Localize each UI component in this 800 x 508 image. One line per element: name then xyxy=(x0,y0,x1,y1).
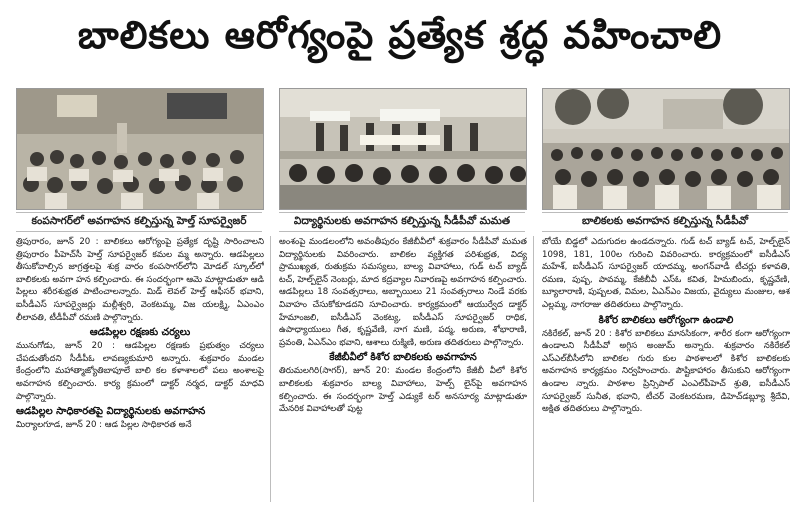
article-paragraph: బోయే బిడ్డలో ఎదుగుదల ఉండదన్నారు. గుడ్ టచ్ బ్యాడ్ టచ్, హెల్ప్‌లైన్ 1098, 181, 100ల గురించి వివరించారు. కార్యక్రమంలో ఐసీడీఎస్ మహేశ్, ఐసీడీఎస్ సూపర్వైజర్ యాదమ్మ, అంగన్‌వాడీ టీచర్లు కళావతి, రమణ, పుష్ప, పావమ్మ, కేజీబీవీ ఎస్‌ఓ కవిత, హిమబిందు, కృష్ణవేణి, బ్యూలారాణి, పుష్పలత, విమల, ఏఎన్ఎం విజయ, వైద్యులు మంజుల, ఆశ ఎల్లమ్మ, నాగరాజు తదితరులు పాల్గొన్నారు. xyxy=(542,237,790,310)
article-paragraph: నకిరేకల్, జూన్ 20 : కిశోర బాలికలు మానసికంగా, శారీర కంగా ఆరోగ్యంగా ఉండాలని సీడీపీవో అగ్గిస అంజుమ్ అన్నారు. శుక్రవారం నకిరేకల్ ఎస్‌ఎల్‌బీసీలోని బాలికల గురు కుల పాఠశాలలో కిశోర బాలికలకు అవగాహన కార్యక్రమం నిర్వహించారు. పౌష్టికాహారం తీసుకుని ఆరోగ్యంగా ఉండాల న్నారు. పాఠశాల ప్రిన్సిపాల్ ఎంఎల్‌పీహెచ్ శ్రుతి, ఐసీడీఎస్ సూపర్వైజర్ సునీత, భవాని, టీచర్ వెంకటరమణ, డిహెచ్‌డబ్ల్యూ శ్రీదేవి, అక్షిత తదితరులు పాల్గొన్నారు. xyxy=(542,328,790,415)
article-paragraph: త్రిపురారం, జూన్ 20 : బాలికలు ఆరోగ్యంపై ప్రత్యేక దృష్టి సారించాలని త్రిపురారం పీహెచ్‌సీ హెల్త్ సూపర్వైజర్ కమల మ్మ అన్నారు. ఆడపిల్లలు తీసుకోవాల్సిన జాగ్రత్తలపై శుక్ర వారం కంపసాగర్‌లోని మోడల్ స్కూల్‌లో బాలికలకు అవగా హన కల్పించారు. ఈ సందర్భంగా ఆమె మాట్లాడుతూ ఆడి పిల్లలు శరీరశుభ్రత పాటించాలన్నారు. మిడ్ లెవల్ హెల్త్ ఆఫీసర్ భవాని, ఐసీడీఎస్ సూపర్వైజర్లు మల్లీశ్వరి, వెంకటమ్మ, విజ యలక్ష్మి, ఏఎంఎం లీలావతి, టీడీపీవో రమణి పాల్గొన్నారు. xyxy=(16,237,264,323)
article-paragraph: మునుగోడు, జూన్ 20 : ఆడపిల్లల రక్షణకు ప్రభుత్వం చర్యలు చేపడుతోందని సీడీపీఓ లావణ్యకుమారి అన్నారు. శుక్రవారం మండల కేంద్రంలోని మహాత్మాజ్యోతిబాపూలే బాలి కల కళాశాలలో పలు అంశాలపై అవగాహన కల్పించారు. కార్య క్రమంలో డాక్టర్ నర్మద, డాక్టర్ మాధవి పాల్గొన్నారు. xyxy=(16,341,264,402)
article-paragraph: అంశంపై మండలంలోని అవంతీపురం కేజీబీవీలో శుక్రవారం సీడీపీవో మమత విద్యార్థినులకు వివరించారు. బాలికల వ్యక్తిగత పరిశుభ్రత, విద్య ప్రాముఖ్యత, రుతుక్రమ సమస్యలు, బాల్య వివాహాలు, గుడ్ టచ్ బ్యాడ్ టచ్, హెల్ప్‌లైన్ నెంబర్లు, మాద కద్రవ్యాల నివారణపై అవగాహన కల్పించారు. ఆడపిల్లలు 18 సంవత్సరాలు, అబ్బాయిలు 21 సంవత్సరాలు నిండే వరకు వివాహం చేసుకోకూడదని సూచించారు. కార్యక్రమంలో ఆయుర్వేద డాక్టర్ హేమాంజలి, ఐసీడీఎస్ వెంకట్య, ఐసీడీఎస్ సూపర్వైజర్ రాధిక, ఉపాధ్యాయులు గీత, కృష్ణవేణి, నాగ మణి, పద్మ, అరుణ, శోభారాణి, ప్రవంతి, ఏఎన్ఎం భవాని, ఆశాలు రుక్మిణి, అరుణ తదితరులు పాల్గొన్నారు. xyxy=(279,237,527,348)
photo-classroom-awareness xyxy=(16,88,264,210)
subheading: ఆడపిల్లల సాధికారతపై విద్యార్థినులకు అవగాహన xyxy=(16,406,206,418)
photo-outdoor-gathering xyxy=(542,88,790,210)
photo-caption-3: బాలికలకు అవగాహన కల్పిస్తున్న సీడీపీవో xyxy=(542,212,788,232)
column-divider xyxy=(270,236,271,502)
article-paragraph: మిర్యాలగూడ, జూన్ 20 : ఆడ పిల్లల సాధికారత అనే xyxy=(16,420,192,431)
article-column-1 xyxy=(16,236,264,504)
subheading: ఆడపిల్లల రక్షణకు చర్యలు xyxy=(89,327,191,339)
article-column-2 xyxy=(279,236,527,504)
headline: బాలికలు ఆరోగ్యంపై ప్రత్యేక శ్రద్ధ వహించాలి xyxy=(77,13,723,57)
article-column-3 xyxy=(542,236,790,504)
subheading: కేజీబీవీలో కిశోర బాలికలకు అవగాహన xyxy=(329,352,477,364)
article-paragraph: తిరుమలగిరి(సాగర్), జూన్ 20: మండల కేంద్రంలోని కేజీబీ వీలో కిశోర బాలికలకు శుక్రవారం బాల్య వివాహాలు, హెల్ప్ లైన్‌పై అవగాహన కల్పించారు. ఈ సందర్భంగా హెల్త్ ఎడ్యుకే టర్ అనసూర్య మాట్లాడుతూ మేనరిక వివాహాలతో పుట్ట xyxy=(279,366,527,415)
photo-students-stage xyxy=(279,88,527,210)
photo-caption-2: విద్యార్థినులకు అవగాహన కల్పిస్తున్న సీడీపీవో మమత xyxy=(279,212,525,232)
photo-caption-1: కంపసాగర్‌లో అవగాహన కల్పిస్తున్న హెల్త్ సూపర్వైజర్ xyxy=(16,212,262,232)
subheading: కిశోర బాలికలు ఆరోగ్యంగా ఉండాలి xyxy=(598,314,734,326)
column-divider xyxy=(533,236,534,502)
